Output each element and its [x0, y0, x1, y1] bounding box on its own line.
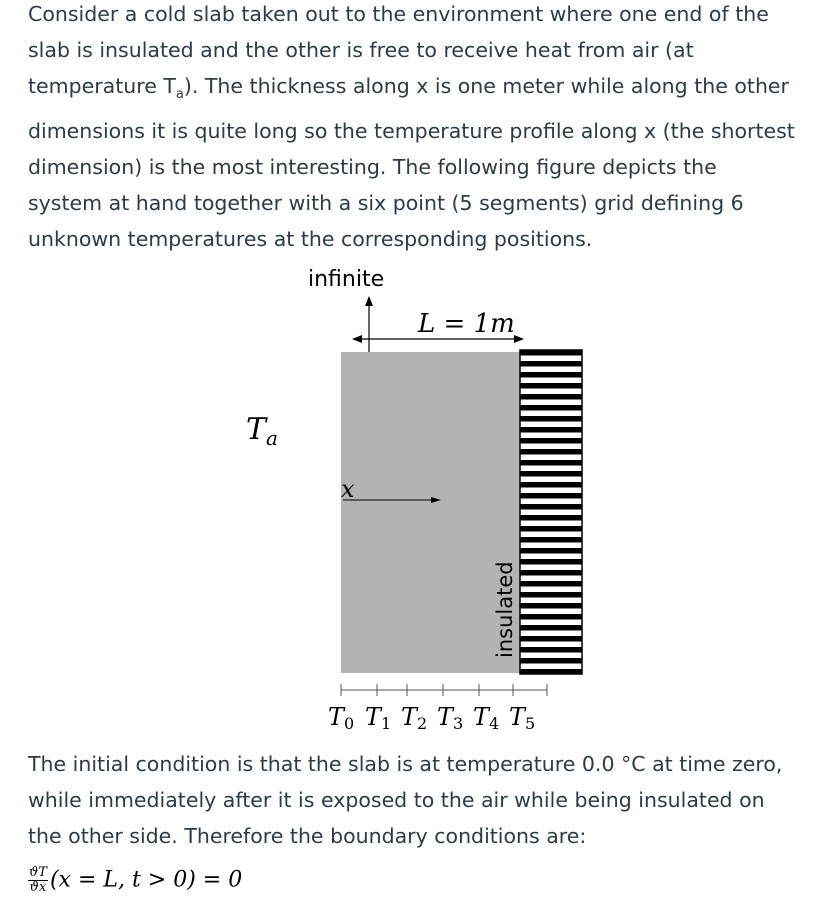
node-label-t4: T4 [473, 703, 500, 733]
intro-paragraph [28, 0, 808, 257]
node-label-t5: T5 [509, 703, 536, 733]
derivative-denominator: ϑx [29, 880, 47, 895]
boundary-condition-equation [28, 866, 242, 895]
slab-figure [0, 255, 816, 745]
ambient-subscript: a [175, 87, 184, 103]
insulation-stripes [520, 350, 582, 674]
intro-line-start: temperature T [28, 74, 176, 98]
conditions-paragraph [28, 746, 808, 854]
insulated-label: insulated [493, 561, 517, 658]
derivative-numerator: ϑT [29, 865, 47, 880]
node-label-t0: T0 [328, 703, 355, 733]
intro-line: unknown temperatures at the corresponding positions. [28, 227, 593, 252]
conditions-line: while immediately after it is exposed to the air while being insulated on [28, 788, 765, 812]
node-label-t1: T1 [365, 703, 392, 733]
length-label: L = 1m [418, 309, 515, 339]
node-label-t3: T3 [437, 703, 464, 733]
intro-line: dimension) is the most interesting. The following figure depicts the [28, 155, 717, 180]
length-arrow-left [352, 335, 362, 343]
x-axis-label: x [341, 475, 355, 503]
intro-line: slab is insulated and the other is free to receive heat from air (at [28, 38, 694, 62]
intro-line: system at hand together with a six point (5 segments) grid defining 6 [28, 191, 744, 216]
ambient-temperature-label: $T_a$ [246, 412, 278, 450]
node-label-t2: T2 [401, 703, 428, 733]
intro-line [28, 68, 808, 113]
conditions-line: the other side. Therefore the boundary conditions are: [28, 824, 587, 848]
conditions-line: The initial condition is that the slab is at temperature 0.0 °C at time zero, [28, 752, 783, 776]
derivative-fraction [28, 866, 48, 895]
intro-line: dimensions it is quite long so the temperature profile along x (the shortest [28, 119, 795, 144]
length-arrow-right [514, 335, 524, 343]
infinite-arrow-head [365, 296, 373, 306]
intro-line: Consider a cold slab taken out to the environment where one end of the [28, 2, 769, 26]
infinite-label: infinite [308, 267, 385, 292]
intro-line-rest: ). The thickness along x is one meter while along the other [183, 74, 789, 98]
equation-body: (x = L, t > 0) = 0 [49, 867, 243, 893]
